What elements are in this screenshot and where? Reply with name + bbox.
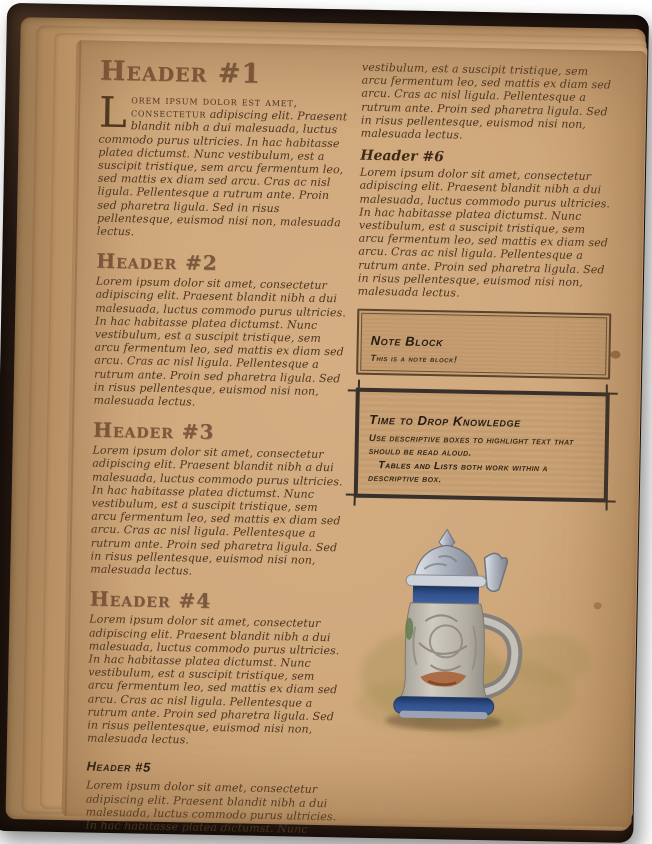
parchment-page	[62, 40, 647, 836]
paragraph-header-1	[96, 87, 354, 243]
header-5: Header #5	[86, 758, 152, 776]
sketch-border-right	[606, 385, 608, 511]
note-block-text: This is a note block!	[370, 353, 458, 365]
paragraph-continuation: vestibulum, est a suscipit tristique, sem arcu fermentum leo, sed mattis ex diam sed arcu. Cras ac nisl ligula. Pellentesque a rutrum ante. Proin sed pharetra ligula. Sed in risus pellentesque, euismod nisi non, malesuada lectus.	[360, 60, 612, 142]
descriptive-box-line2	[368, 459, 594, 489]
stein	[394, 529, 518, 720]
beer-stein-illustration	[349, 524, 607, 744]
paragraph-header-4: Lorem ipsum dolor sit amet, consectetur adipiscing elit. Praesent blandit nibh a dui malesuada, luctus commodo purus ultricies. In hac habitasse platea dictumst. Nunc vestibulum, est a suscipit tristique, sem arcu fermentum leo, sed mattis ex diam sed arcu. Cras ac nisl ligula. Pellentesque a rutrum ante. Proin sed pharetra ligula. Sed in risus pellentesque, euismod nisi non, malesuada lectus.	[86, 612, 340, 747]
header-1: Header #1	[99, 55, 262, 90]
ink-stain-spot	[610, 351, 620, 359]
right-column	[348, 46, 617, 827]
sketch-border-left	[353, 380, 360, 506]
paragraph-header-5: Lorem ipsum dolor sit amet, consectetur adipiscing elit. Praesent blandit nibh a dui malesuada, luctus commodo purus ultricies. In hac habitasse platea dictumst. Nunc	[85, 778, 337, 836]
descriptive-box	[354, 388, 610, 503]
header-2: Header #2	[95, 248, 218, 276]
drop-cap: L	[98, 87, 128, 138]
sketch-border-bottom	[346, 494, 616, 503]
descriptive-box-line2-rest: both work within a descriptive box.	[367, 461, 549, 486]
header-4: Header #4	[89, 586, 212, 614]
descriptive-box-title: Time to Drop Knowledge	[369, 412, 521, 431]
note-block-inner	[360, 313, 607, 376]
descriptive-box-line2-bold: Tables and Lists	[378, 459, 458, 473]
note-block-title: Note Block	[370, 333, 444, 350]
header-3: Header #3	[92, 417, 215, 445]
book	[0, 3, 649, 843]
paragraph-header-2: Lorem ipsum dolor sit amet, consectetur adipiscing elit. Praesent blandit nibh a dui malesuada, luctus commodo purus ultricies. In hac habitasse platea dictumst. Nunc vestibulum, est a suscipit tristique, sem arcu fermentum leo, sed mattis ex diam sed arcu. Cras ac nisl ligula. Pellentesque a rutrum ante. Proin sed pharetra ligula. Sed in risus pellentesque, euismod nisi non, malesuada lectus.	[93, 274, 347, 409]
lead-small-caps: orem ipsum dolor est amet, consectetur	[130, 93, 298, 121]
sketch-border-top	[348, 390, 618, 395]
note-block	[356, 309, 611, 380]
paragraph-header-6: Lorem ipsum dolor sit amet, consectetur adipiscing elit. Praesent blandit nibh a dui malesuada, luctus commodo purus ultricies. In hac habitasse platea dictumst. Nunc vestibulum, est a suscipit tristique, sem arcu fermentum leo, sed mattis ex diam sed arcu. Cras ac nisl ligula. Pellentesque a rutrum ante. Proin sed pharetra ligula. Sed in risus pellentesque, euismod nisi non, malesuada lectus.	[357, 165, 611, 300]
paragraph-header-3: Lorem ipsum dolor sit amet, consectetur adipiscing elit. Praesent blandit nibh a dui malesuada, luctus commodo purus ultricies. In hac habitasse platea dictumst. Nunc vestibulum, est a suscipit tristique, sem arcu fermentum leo, sed mattis ex diam sed arcu. Cras ac nisl ligula. Pellentesque a rutrum ante. Proin sed pharetra ligula. Sed in risus pellentesque, euismod nisi non, malesuada lectus.	[90, 443, 343, 578]
header-6: Header #6	[360, 147, 445, 166]
beer-stein-svg	[343, 524, 611, 744]
paragraph-text: adipiscing elit. Praesent blandit nibh a dui malesuada, luctus commodo purus ultricies. In hac habitasse platea dictumst. Nunc vestibulum, est a suscipit tristique, sem arcu fermentum leo, sed mattis ex diam sed arcu. Cras ac nisl ligula. Pellentesque a rutrum ante. Proin sed pharetra ligula. Sed in risus pellentesque, euismod nisi non, malesuada lectus.	[96, 107, 348, 239]
descriptive-box-line1: Use descriptive boxes to highlight text that should be read aloud.	[368, 433, 574, 460]
left-column	[85, 41, 355, 836]
